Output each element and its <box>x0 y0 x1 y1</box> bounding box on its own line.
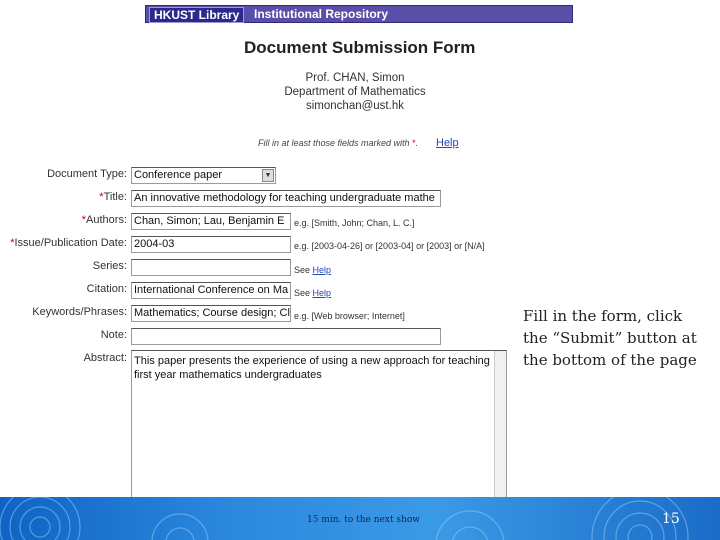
submitter-info <box>280 71 430 113</box>
institutional-repository-link[interactable]: Institutional Repository <box>254 7 389 21</box>
document-type-select[interactable] <box>131 167 276 184</box>
document-type-label: Document Type: <box>47 168 127 180</box>
submitter-email: simonchan@ust.hk <box>306 100 404 112</box>
issue-date-label: *Issue/Publication Date: <box>10 237 127 249</box>
hkust-library-link[interactable]: HKUST Library <box>149 7 244 23</box>
series-label: Series: <box>92 260 127 272</box>
citation-help-link[interactable]: Help <box>312 288 332 298</box>
title-label: *Title: <box>99 191 127 203</box>
chevron-down-icon[interactable]: ▼ <box>262 169 274 182</box>
series-input[interactable] <box>131 259 291 276</box>
submitter-department: Department of Mathematics <box>284 86 426 98</box>
note-input[interactable] <box>131 328 441 345</box>
citation-input[interactable] <box>131 282 291 299</box>
note-label: Note: <box>100 329 127 341</box>
keywords-label: Keywords/Phrases: <box>32 306 127 318</box>
abstract-textarea[interactable] <box>131 350 507 500</box>
authors-hint: e.g. [Smith, John; Chan, L. C.] <box>294 218 415 228</box>
abstract-label: Abstract: <box>83 352 127 364</box>
issue-date-hint: e.g. [2003-04-26] or [2003-04] or [2003] or [N/A] <box>294 241 485 251</box>
keywords-input[interactable] <box>131 305 291 322</box>
keywords-value: Mathematics; Course design; Cl <box>134 307 290 319</box>
required-marker: * <box>412 138 416 148</box>
next-show-timer: 15 min. to the next show <box>307 515 420 525</box>
repository-header-bar <box>145 5 573 23</box>
issue-date-value: 2004-03 <box>134 238 175 250</box>
series-hint: See Help <box>294 265 332 275</box>
authors-label: *Authors: <box>81 214 127 226</box>
required-fields-note: Fill in at least those fields marked with *. <box>258 138 419 148</box>
citation-value: International Conference on Ma <box>134 284 289 296</box>
title-value: An innovative methodology for teaching undergraduate mathe <box>134 192 435 204</box>
slide-caption: Fill in the form, click the “Submit” button at the bottom of the page <box>523 307 697 369</box>
series-help-link[interactable]: Help <box>312 265 332 275</box>
document-type-value: Conference paper <box>134 169 223 181</box>
abstract-value: This paper presents the experience of using a new approach for teaching first year mathematics undergraduates <box>134 355 490 381</box>
help-link[interactable]: Help <box>436 137 459 149</box>
submitter-name: Prof. CHAN, Simon <box>305 72 405 84</box>
authors-value: Chan, Simon; Lau, Benjamin E <box>134 215 285 227</box>
required-fields-note-text: Fill in at least those fields marked with <box>258 138 410 148</box>
citation-hint: See Help <box>294 288 332 298</box>
authors-input[interactable] <box>131 213 291 230</box>
citation-label: Citation: <box>86 283 127 295</box>
abstract-scrollbar[interactable] <box>494 351 506 499</box>
title-input[interactable] <box>131 190 441 207</box>
issue-date-input[interactable] <box>131 236 291 253</box>
slide-page-number: 15 <box>662 511 680 527</box>
form-title: Document Submission Form <box>244 38 476 57</box>
keywords-hint: e.g. [Web browser; Internet] <box>294 311 405 321</box>
